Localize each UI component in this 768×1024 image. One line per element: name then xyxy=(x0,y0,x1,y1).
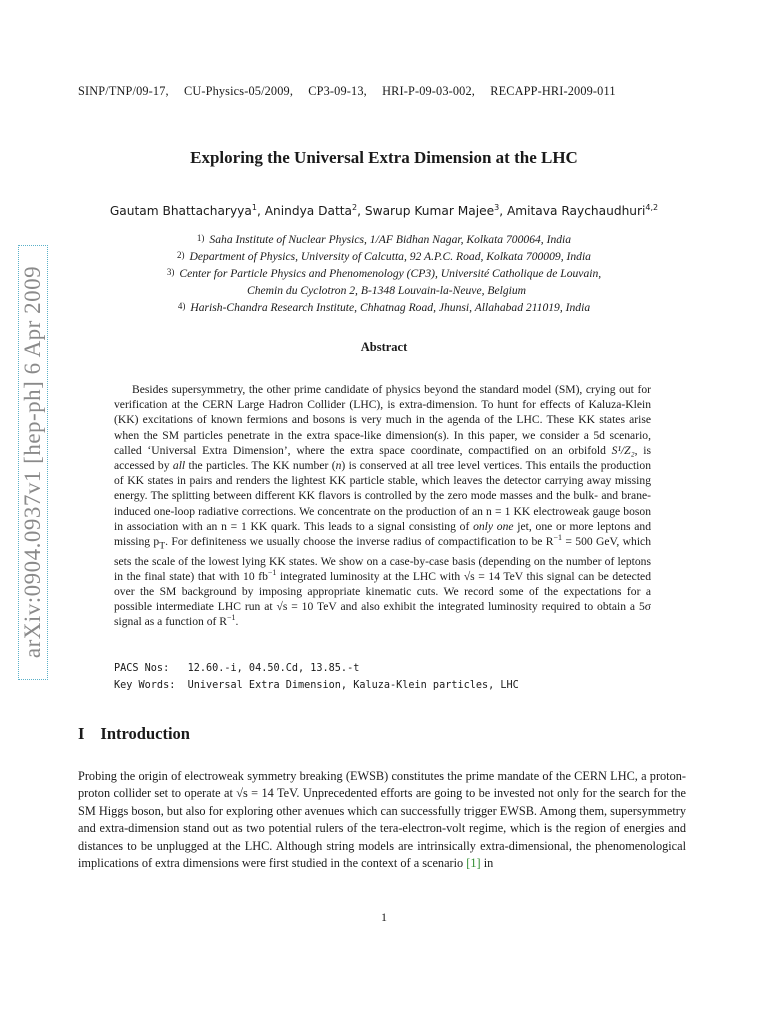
affiliation-continued: Chemin du Cyclotron 2, B-1348 Louvain-la-Neuve, Belgium xyxy=(246,284,527,297)
abstract-body: Besides supersymmetry, the other prime candidate of physics beyond the standard model (SM), crying out for verification at the CERN Large Hadron Collider (LHC), is extra-dimension. To hunt for effects of Kaluza-Klein (KK) excitations of known fermions and bosons is very much in the agenda of the LHC. These KK states arise when the SM particles penetrate in the extra space-like dimension(s). In this paper, we consider a 5d scenario, called ‘Universal Extra Dimension’, where the extra space coordinate, compactified on an orbifold S¹/Z₂, is accessed by all the particles. The KK number (n) is conserved at all tree level vertices. This entails the production of KK states in pairs and renders the lightest KK particle stable, which leaves the detector carrying away missing energy. The splitting between different KK flavors is controlled by the zero mode masses and the bulk- and brane-induced one-loop radiative corrections. We concentrate on the production of an n = 1 KK electroweak gauge boson in association with an n = 1 KK quark. This leads to a signal consisting of only one jet, one or more leptons and missing $p_T$. For definiteness we usually choose the inverse radius of compactification to be $R^{-1} = 500$ GeV, which sets the scale of the lowest lying KK states. We show on a case-by-case basis (depending on the number of leptons in the final state) that with 10 $fb^{-1}$ integrated luminosity at the LHC with √s = 14 TeV this signal can be detected over the SM background by imposing appropriate kinematic cuts. We record some of the expectations for a possible intermediate LHC run at √s = 10 TeV and also exhibit the integrated luminosity required to obtain a 5σ signal as a function of $R^{-1}$. xyxy=(114,383,652,629)
author-affiliation-mark: 4,2 xyxy=(645,203,659,212)
report-numbers xyxy=(78,84,688,99)
intro-paragraph: Probing the origin of electroweak symmetry breaking (EWSB) constitutes the prime mandate of the CERN LHC, a proton-proton collider set to operate at √s = 14 TeV. Unprecedented efforts are going to be invested not only for the search for the SM Higgs boson, but also for exploring other avenues which can successfully trigger EWSB. Among them, supersymmetry and extra-dimension stand out as two potential rulers of the tera-electron-volt regime, which is the region of energies and distances to be unplugged at the LHC. Although string models are intrinsically extra-dimensional, the phenomenological implications of extra dimensions were first studied in the context of a scenario [1] in xyxy=(78,769,686,871)
author-name: Anindya Datta xyxy=(264,204,353,219)
author-affiliation-mark: 2 xyxy=(352,203,358,212)
emphasis: only one xyxy=(473,519,514,533)
report-number: SINP/TNP/09-17, xyxy=(78,84,169,98)
math-orbifold: S¹/Z₂ xyxy=(611,443,635,457)
affiliation: $^{1)}$ Saha Institute of Nuclear Physics, 1/AF Bidhan Nagar, Kolkata 700064, India xyxy=(196,233,572,246)
report-number: HRI-P-09-03-002, xyxy=(382,84,476,98)
section-title: Introduction xyxy=(100,724,190,743)
page-number: 1 xyxy=(381,910,387,924)
arxiv-stamp: arXiv:0904.0937v1 [hep-ph] 6 Apr 2009 xyxy=(20,265,45,659)
keywords: Key Words: Universal Extra Dimension, Kaluza-Klein particles, LHC xyxy=(114,680,519,691)
author-name: Swarup Kumar Majee xyxy=(364,204,495,219)
report-number: RECAPP-HRI-2009-011 xyxy=(490,84,616,98)
emphasis: all xyxy=(172,459,186,473)
affiliation: $^{2)}$ Department of Physics, University of Calcutta, 92 A.P.C. Road, Kolkata 700009, India xyxy=(177,250,591,263)
paper-title: Exploring the Universal Extra Dimension at the LHC xyxy=(190,148,578,167)
author-affiliation-mark: 1 xyxy=(251,203,257,212)
report-number: CU-Physics-05/2009, xyxy=(183,84,294,98)
affiliation: $^{4)}$ Harish-Chandra Research Institute, Chhatnag Road, Jhunsi, Allahabad 211019, India xyxy=(177,301,591,314)
pacs-numbers: PACS Nos: 12.60.-i, 04.50.Cd, 13.85.-t xyxy=(114,663,360,674)
author-name: Gautam Bhattacharyya xyxy=(109,204,252,219)
report-number: CP3-09-13, xyxy=(308,84,367,98)
section-number: I xyxy=(78,724,85,743)
abstract-heading: Abstract xyxy=(360,340,408,354)
author-name: Amitava Raychaudhuri xyxy=(506,204,646,219)
math-kk-number: n xyxy=(335,459,342,473)
section-heading xyxy=(78,724,190,744)
pacs-and-keywords xyxy=(114,660,519,694)
author-affiliation-mark: 3 xyxy=(494,203,500,212)
author-list: Gautam Bhattacharyya$^1$, Anindya Datta$^2$, Swarup Kumar Majee$^3$, Amitava Raychaudhuri$^{4,2}$ xyxy=(109,203,659,219)
citation-link[interactable]: [1] xyxy=(466,856,481,871)
affiliation: $^{3)}$ Center for Particle Physics and Phenomenology (CP3), Université Catholique de Louvain, xyxy=(166,267,602,280)
